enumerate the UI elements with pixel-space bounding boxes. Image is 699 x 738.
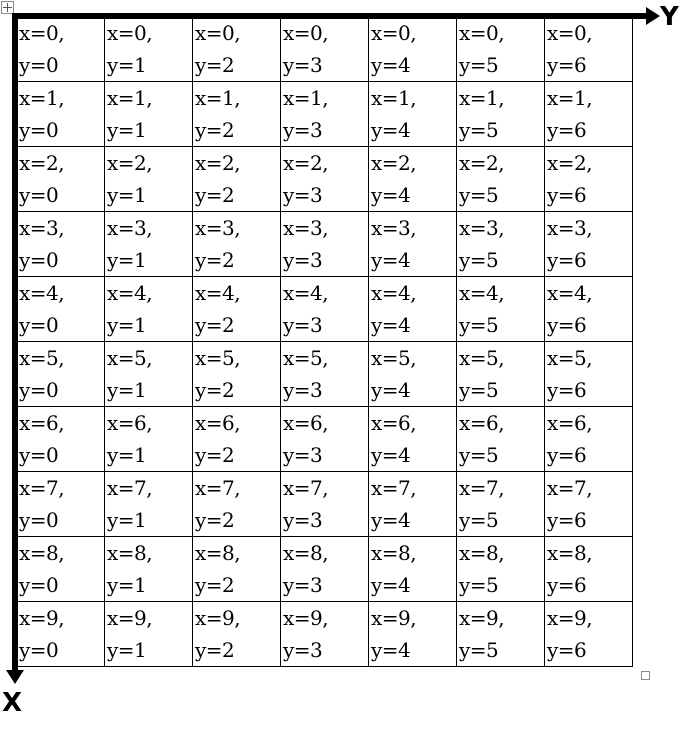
cell-x-text: x=8,: [19, 541, 65, 565]
table-cell[interactable]: [193, 537, 281, 602]
table-cell[interactable]: [545, 537, 633, 602]
cell-y-text: y=0: [19, 508, 59, 532]
cell-x-text: x=1,: [371, 86, 417, 110]
table-cell[interactable]: [105, 407, 193, 472]
cell-y-text: y=1: [107, 638, 147, 662]
cell-x-text: x=6,: [19, 411, 65, 435]
cell-y-text: y=3: [283, 573, 323, 597]
cell-y-text: y=1: [107, 313, 147, 337]
cell-y-text: y=2: [195, 118, 235, 142]
cell-y-text: y=3: [283, 118, 323, 142]
cell-x-text: x=6,: [459, 411, 505, 435]
cell-x-text: x=6,: [195, 411, 241, 435]
table-row: [17, 212, 633, 277]
y-axis-line: [12, 13, 650, 19]
table-cell[interactable]: [545, 212, 633, 277]
cell-y-text: y=4: [371, 378, 411, 402]
cell-y-text: y=6: [547, 313, 587, 337]
table-cell[interactable]: [105, 602, 193, 667]
cell-x-text: x=5,: [459, 346, 505, 370]
cell-x-text: x=7,: [371, 476, 417, 500]
table-cell[interactable]: [369, 472, 457, 537]
table-cell[interactable]: [17, 537, 105, 602]
table-cell[interactable]: [545, 602, 633, 667]
cell-y-text: y=1: [107, 378, 147, 402]
table-row: [17, 472, 633, 537]
cell-x-text: x=4,: [371, 281, 417, 305]
table-cell[interactable]: [105, 212, 193, 277]
table-cell[interactable]: [457, 602, 545, 667]
cell-x-text: x=9,: [283, 606, 329, 630]
cell-y-text: y=6: [547, 53, 587, 77]
cell-y-text: y=3: [283, 183, 323, 207]
table-cell[interactable]: [281, 147, 369, 212]
cell-x-text: x=2,: [547, 151, 593, 175]
cell-x-text: x=3,: [371, 216, 417, 240]
cell-y-text: y=6: [547, 378, 587, 402]
cell-y-text: y=3: [283, 378, 323, 402]
cell-x-text: x=6,: [283, 411, 329, 435]
table-cell[interactable]: [17, 147, 105, 212]
table-cell[interactable]: [281, 472, 369, 537]
cell-x-text: x=9,: [459, 606, 505, 630]
x-axis-arrow-icon: [6, 670, 24, 684]
cell-y-text: y=0: [19, 53, 59, 77]
table-cell[interactable]: [369, 82, 457, 147]
table-cell[interactable]: [457, 472, 545, 537]
cell-x-text: x=2,: [371, 151, 417, 175]
table-cell[interactable]: [369, 407, 457, 472]
cell-y-text: y=1: [107, 118, 147, 142]
table-cell[interactable]: [281, 602, 369, 667]
cell-x-text: x=1,: [195, 86, 241, 110]
cell-y-text: y=5: [459, 53, 499, 77]
y-axis-arrow-icon: [646, 7, 660, 25]
table-cell[interactable]: [281, 407, 369, 472]
cell-x-text: x=5,: [107, 346, 153, 370]
cell-x-text: x=3,: [283, 216, 329, 240]
cell-y-text: y=1: [107, 443, 147, 467]
table-cell[interactable]: [105, 537, 193, 602]
cell-x-text: x=7,: [547, 476, 593, 500]
cell-y-text: y=2: [195, 443, 235, 467]
cell-x-text: x=9,: [107, 606, 153, 630]
cell-x-text: x=4,: [19, 281, 65, 305]
table-cell[interactable]: [545, 147, 633, 212]
table-cell[interactable]: [281, 17, 369, 82]
table-cell[interactable]: [17, 277, 105, 342]
cell-x-text: x=1,: [547, 86, 593, 110]
table-cell[interactable]: [17, 472, 105, 537]
cell-y-text: y=6: [547, 638, 587, 662]
coordinate-table: [16, 16, 633, 667]
cell-y-text: y=0: [19, 313, 59, 337]
cell-y-text: y=4: [371, 248, 411, 272]
table-row: [17, 17, 633, 82]
table-resize-handle-icon[interactable]: [641, 671, 650, 680]
cell-x-text: x=0,: [283, 21, 329, 45]
table-cell[interactable]: [369, 212, 457, 277]
cell-y-text: y=6: [547, 508, 587, 532]
cell-y-text: y=4: [371, 573, 411, 597]
cell-x-text: x=7,: [459, 476, 505, 500]
cell-x-text: x=5,: [547, 346, 593, 370]
table-cell[interactable]: [369, 277, 457, 342]
cell-x-text: x=9,: [195, 606, 241, 630]
cell-y-text: y=1: [107, 183, 147, 207]
table-cell[interactable]: [281, 537, 369, 602]
table-cell[interactable]: [17, 212, 105, 277]
table-cell[interactable]: [193, 17, 281, 82]
table-cell[interactable]: [17, 17, 105, 82]
x-axis-line: [12, 13, 18, 673]
cell-y-text: y=6: [547, 573, 587, 597]
cell-x-text: x=3,: [195, 216, 241, 240]
cell-x-text: x=9,: [547, 606, 593, 630]
cell-x-text: x=5,: [195, 346, 241, 370]
table-cell[interactable]: [457, 82, 545, 147]
cell-y-text: y=4: [371, 313, 411, 337]
cell-y-text: y=1: [107, 53, 147, 77]
table-cell[interactable]: [369, 17, 457, 82]
table-cell[interactable]: [545, 277, 633, 342]
table-cell[interactable]: [193, 407, 281, 472]
table-cell[interactable]: [105, 342, 193, 407]
cell-y-text: y=6: [547, 183, 587, 207]
cell-y-text: y=3: [283, 508, 323, 532]
table-cell[interactable]: [17, 602, 105, 667]
cell-y-text: y=3: [283, 638, 323, 662]
cell-y-text: y=5: [459, 573, 499, 597]
cell-y-text: y=4: [371, 508, 411, 532]
cell-y-text: y=0: [19, 118, 59, 142]
cell-y-text: y=0: [19, 378, 59, 402]
cell-x-text: x=2,: [107, 151, 153, 175]
cell-y-text: y=2: [195, 183, 235, 207]
table-cell[interactable]: [281, 82, 369, 147]
table-cell[interactable]: [193, 602, 281, 667]
cell-y-text: y=5: [459, 183, 499, 207]
table-cell[interactable]: [545, 407, 633, 472]
cell-y-text: y=3: [283, 313, 323, 337]
cell-x-text: x=4,: [547, 281, 593, 305]
coordinate-table-body: [17, 17, 633, 667]
table-cell[interactable]: [369, 342, 457, 407]
table-cell[interactable]: [457, 537, 545, 602]
table-cell[interactable]: [545, 82, 633, 147]
cell-x-text: x=3,: [459, 216, 505, 240]
cell-x-text: x=6,: [107, 411, 153, 435]
cell-x-text: x=4,: [459, 281, 505, 305]
cell-y-text: y=2: [195, 313, 235, 337]
x-axis-label: X: [2, 688, 23, 718]
table-cell[interactable]: [281, 342, 369, 407]
cell-x-text: x=7,: [19, 476, 65, 500]
table-cell[interactable]: [457, 342, 545, 407]
cell-y-text: y=1: [107, 248, 147, 272]
y-axis-label: Y: [660, 2, 679, 32]
table-row: [17, 82, 633, 147]
table-cell[interactable]: [457, 17, 545, 82]
cell-y-text: y=2: [195, 638, 235, 662]
table-cell[interactable]: [457, 277, 545, 342]
cell-x-text: x=5,: [283, 346, 329, 370]
table-cell[interactable]: [193, 82, 281, 147]
cell-x-text: x=3,: [547, 216, 593, 240]
cell-x-text: x=5,: [19, 346, 65, 370]
cell-y-text: y=0: [19, 573, 59, 597]
cell-x-text: x=2,: [19, 151, 65, 175]
cell-x-text: x=9,: [371, 606, 417, 630]
cell-x-text: x=2,: [195, 151, 241, 175]
cell-x-text: x=8,: [107, 541, 153, 565]
cell-y-text: y=4: [371, 53, 411, 77]
cell-y-text: y=2: [195, 248, 235, 272]
cell-x-text: x=4,: [283, 281, 329, 305]
cell-x-text: x=8,: [547, 541, 593, 565]
table-cell[interactable]: [457, 407, 545, 472]
cell-y-text: y=0: [19, 183, 59, 207]
cell-y-text: y=4: [371, 443, 411, 467]
table-cell[interactable]: [193, 212, 281, 277]
table-cell[interactable]: [457, 212, 545, 277]
cell-x-text: x=9,: [19, 606, 65, 630]
cell-y-text: y=5: [459, 508, 499, 532]
table-row: [17, 342, 633, 407]
cell-x-text: x=1,: [283, 86, 329, 110]
cell-y-text: y=5: [459, 443, 499, 467]
table-cell[interactable]: [281, 277, 369, 342]
table-cell[interactable]: [105, 277, 193, 342]
cell-y-text: y=2: [195, 508, 235, 532]
cell-y-text: y=3: [283, 443, 323, 467]
cell-x-text: x=1,: [459, 86, 505, 110]
cell-x-text: x=3,: [19, 216, 65, 240]
table-cell[interactable]: [369, 147, 457, 212]
cell-x-text: x=4,: [195, 281, 241, 305]
cell-x-text: x=1,: [107, 86, 153, 110]
cell-y-text: y=2: [195, 573, 235, 597]
cell-y-text: y=5: [459, 313, 499, 337]
cell-x-text: x=2,: [459, 151, 505, 175]
table-row: [17, 147, 633, 212]
table-row: [17, 537, 633, 602]
table-cell[interactable]: [457, 147, 545, 212]
cell-x-text: x=8,: [459, 541, 505, 565]
cell-x-text: x=8,: [195, 541, 241, 565]
cell-x-text: x=7,: [107, 476, 153, 500]
cell-y-text: y=0: [19, 443, 59, 467]
cell-x-text: x=7,: [195, 476, 241, 500]
table-cell[interactable]: [17, 407, 105, 472]
cell-x-text: x=2,: [283, 151, 329, 175]
cell-y-text: y=5: [459, 638, 499, 662]
cell-y-text: y=5: [459, 118, 499, 142]
cell-x-text: x=8,: [371, 541, 417, 565]
cell-y-text: y=4: [371, 118, 411, 142]
table-cell[interactable]: [105, 472, 193, 537]
table-cell[interactable]: [193, 342, 281, 407]
cell-x-text: x=5,: [371, 346, 417, 370]
table-cell[interactable]: [105, 17, 193, 82]
cell-y-text: y=4: [371, 638, 411, 662]
table-cell[interactable]: [105, 82, 193, 147]
table-cell[interactable]: [545, 342, 633, 407]
cell-y-text: y=6: [547, 248, 587, 272]
cell-x-text: x=8,: [283, 541, 329, 565]
cell-x-text: x=3,: [107, 216, 153, 240]
cell-y-text: y=2: [195, 378, 235, 402]
cell-y-text: y=2: [195, 53, 235, 77]
cell-x-text: x=7,: [283, 476, 329, 500]
cell-y-text: y=3: [283, 53, 323, 77]
cell-x-text: x=6,: [547, 411, 593, 435]
cell-y-text: y=3: [283, 248, 323, 272]
table-cell[interactable]: [193, 277, 281, 342]
cell-y-text: y=0: [19, 248, 59, 272]
cell-x-text: x=0,: [547, 21, 593, 45]
table-cell[interactable]: [17, 342, 105, 407]
cell-y-text: y=0: [19, 638, 59, 662]
cell-x-text: x=0,: [459, 21, 505, 45]
cell-x-text: x=1,: [19, 86, 65, 110]
cell-x-text: x=0,: [195, 21, 241, 45]
cell-x-text: x=0,: [107, 21, 153, 45]
cell-y-text: y=5: [459, 248, 499, 272]
table-cell[interactable]: [545, 17, 633, 82]
table-row: [17, 407, 633, 472]
cell-y-text: y=1: [107, 573, 147, 597]
table-cell[interactable]: [369, 602, 457, 667]
table-row: [17, 602, 633, 667]
table-row: [17, 277, 633, 342]
cell-y-text: y=1: [107, 508, 147, 532]
cell-x-text: x=6,: [371, 411, 417, 435]
table-cell[interactable]: [369, 537, 457, 602]
table-cell[interactable]: [193, 472, 281, 537]
table-cell[interactable]: [545, 472, 633, 537]
cell-y-text: y=4: [371, 183, 411, 207]
cell-x-text: x=0,: [19, 21, 65, 45]
table-cell[interactable]: [193, 147, 281, 212]
cell-x-text: x=0,: [371, 21, 417, 45]
table-cell[interactable]: [281, 212, 369, 277]
cell-y-text: y=5: [459, 378, 499, 402]
cell-y-text: y=6: [547, 443, 587, 467]
cell-x-text: x=4,: [107, 281, 153, 305]
cell-y-text: y=6: [547, 118, 587, 142]
table-cell[interactable]: [17, 82, 105, 147]
table-cell[interactable]: [105, 147, 193, 212]
